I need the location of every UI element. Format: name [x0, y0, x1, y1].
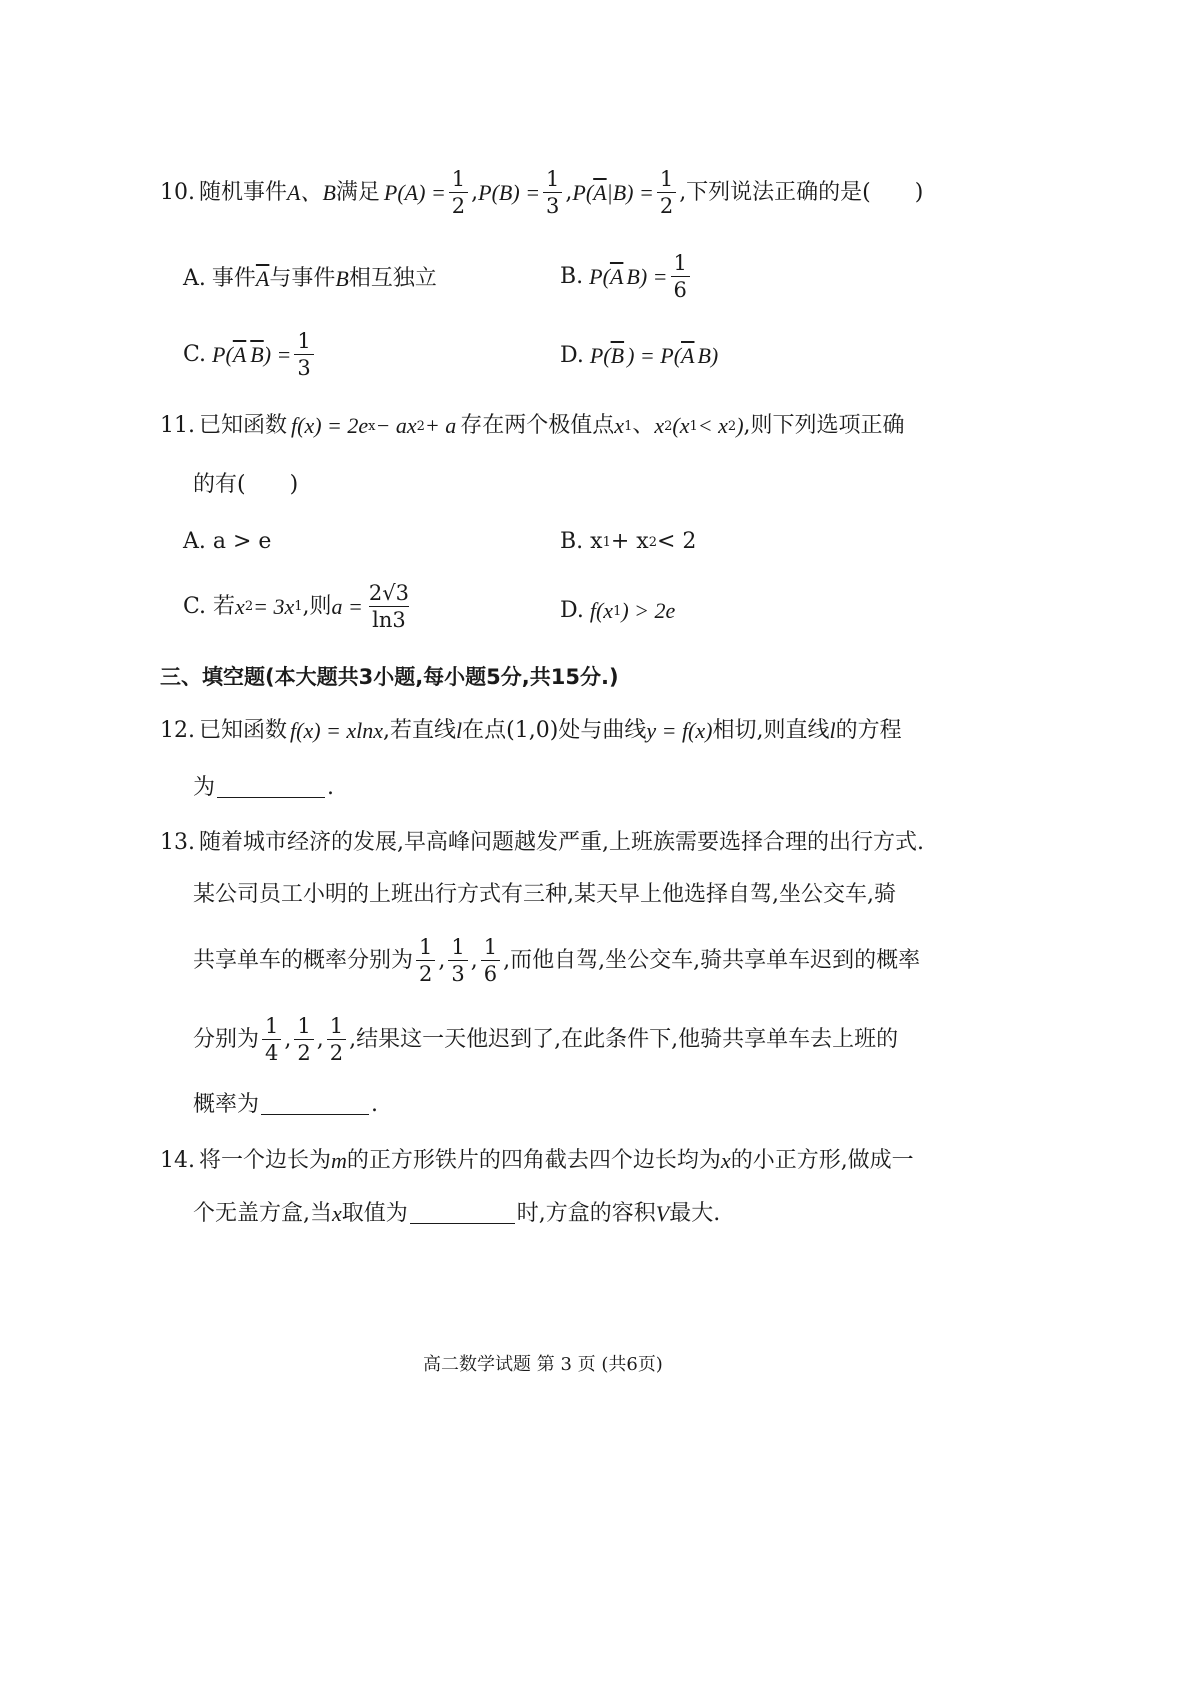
- a-bar: $\overline{A}$: [681, 343, 695, 368]
- q11-stem: 11. 已知函数 f (x) = 2e x − ax 2 + a 存在两个极值点 x 1 、 x 2 (x 1 < x 2 ) ,则下列选项正确: [160, 413, 905, 438]
- q11-option-d: D. f (x 1 ) > 2e: [560, 598, 676, 623]
- page-footer: 高二数学试题 第 3 页 (共6页): [423, 1354, 663, 1375]
- answer-blank[interactable]: [410, 1205, 515, 1224]
- answer-blank[interactable]: [261, 1096, 369, 1115]
- text: ,下列说法正确的是( ): [679, 179, 924, 205]
- prob-cond: P(: [572, 179, 594, 205]
- q13-line2: 某公司员工小明的上班出行方式有三种,某天早上他选择自驾,坐公交车,骑: [193, 882, 896, 907]
- a-bar: $\overline{A}$: [232, 341, 247, 367]
- q13-line1: 13. 随着城市经济的发展,早高峰问题越发严重,上班族需要选择合理的出行方式.: [160, 830, 924, 855]
- q13-answer-line: 概率为 .: [193, 1092, 379, 1117]
- fraction: $\frac{1}{2}$: [416, 936, 435, 985]
- fraction: $\frac{1}{2}$: [657, 168, 676, 217]
- question-number: 10.: [160, 179, 195, 205]
- fraction: $\frac{1}{4}$: [262, 1015, 281, 1064]
- section-heading: 三、填空题(本大题共3小题,每小题5分,共15分.): [160, 665, 619, 689]
- b-bar: $\overline{B}$: [250, 341, 264, 367]
- q12-answer-line: 为 .: [193, 775, 335, 800]
- fraction: $\frac{1}{3}$: [294, 330, 313, 379]
- fraction: $\frac{1}{2}$: [327, 1015, 346, 1064]
- q14-line2: 个无盖方盒,当 x 取值为 时,方盒的容积 V 最大.: [193, 1201, 721, 1226]
- q13-line4: 分别为 $\frac{1}{4}$ , $\frac{1}{2}$ , $\frac{1}{2}$ ,结果这一天他迟到了,在此条件下,他骑共享单车去上班的: [193, 1014, 899, 1066]
- fraction: $\frac{1}{6}$: [671, 252, 690, 301]
- fraction: $\frac{1}{3}$: [543, 168, 562, 217]
- prob-cond-close: |B) =: [606, 179, 654, 205]
- fraction: $\frac{1}{2}$: [449, 168, 468, 217]
- fraction: $\frac{2√3}{\ln 3}$: [368, 581, 409, 633]
- prob-b: P(B) =: [478, 179, 541, 205]
- q12-stem: 12. 已知函数 f(x) = xlnx ,若直线 l 在点(1,0)处与曲线 y = f(x) 相切,则直线 l 的方程: [160, 718, 902, 743]
- prob-a: P(A) =: [383, 179, 446, 205]
- q11-option-c: C. 若 x 2 = 3x 1 ,则 a = $\frac{2√3}{\ln 3}$: [183, 582, 415, 631]
- text: 满足: [335, 179, 380, 205]
- b-bar: $\overline{B}$: [610, 343, 625, 368]
- q10-option-b: B. P( $\overline{A}$ B) = $\frac{1}{6}$: [560, 252, 693, 301]
- fraction: $\frac{1}{6}$: [481, 936, 500, 985]
- events: A、B: [287, 179, 336, 205]
- q11-option-b: B. x 1 + x 2 < 2: [560, 529, 697, 554]
- a-bar: $\overline{A}$: [593, 179, 607, 205]
- q10-option-d: D. P( $\overline{B}$ ) = P( $\overline{A}$ B): [560, 343, 719, 368]
- q11-option-a: A. a > e: [183, 529, 272, 554]
- a-bar: $\overline{A}$: [609, 263, 624, 289]
- text: 随机事件: [199, 179, 288, 205]
- q11-stem-cont: 的有( ): [193, 472, 299, 497]
- fraction: $\frac{1}{3}$: [448, 936, 467, 985]
- q10-option-a: A. 事件 $\overline{A}$ 与事件 B 相互独立: [183, 266, 437, 291]
- q13-line3: 共享单车的概率分别为 $\frac{1}{2}$ , $\frac{1}{3}$ , $\frac{1}{6}$ ,而他自驾,坐公交车,骑共享单车迟到的概率: [193, 935, 921, 987]
- a-bar: $\overline{A}$: [255, 266, 270, 291]
- answer-blank[interactable]: [217, 779, 325, 798]
- q10-option-c: C. P( $\overline{A}$ $\overline{B}$ ) = $\frac{1}{3}$: [183, 330, 317, 379]
- q14-line1: 14. 将一个边长为 m 的正方形铁片的四角截去四个边长均为 x 的小正方形,做成一: [160, 1148, 914, 1173]
- q10-stem: 10. 随机事件 A、B 满足 P(A) = $\frac{1}{2}$ , P(B) = $\frac{1}{3}$ , P( $\overline{A}$ |B) = $\frac{1}{2}$ ,下列说法正确的是( ): [160, 167, 924, 219]
- fraction: $\frac{1}{2}$: [294, 1015, 313, 1064]
